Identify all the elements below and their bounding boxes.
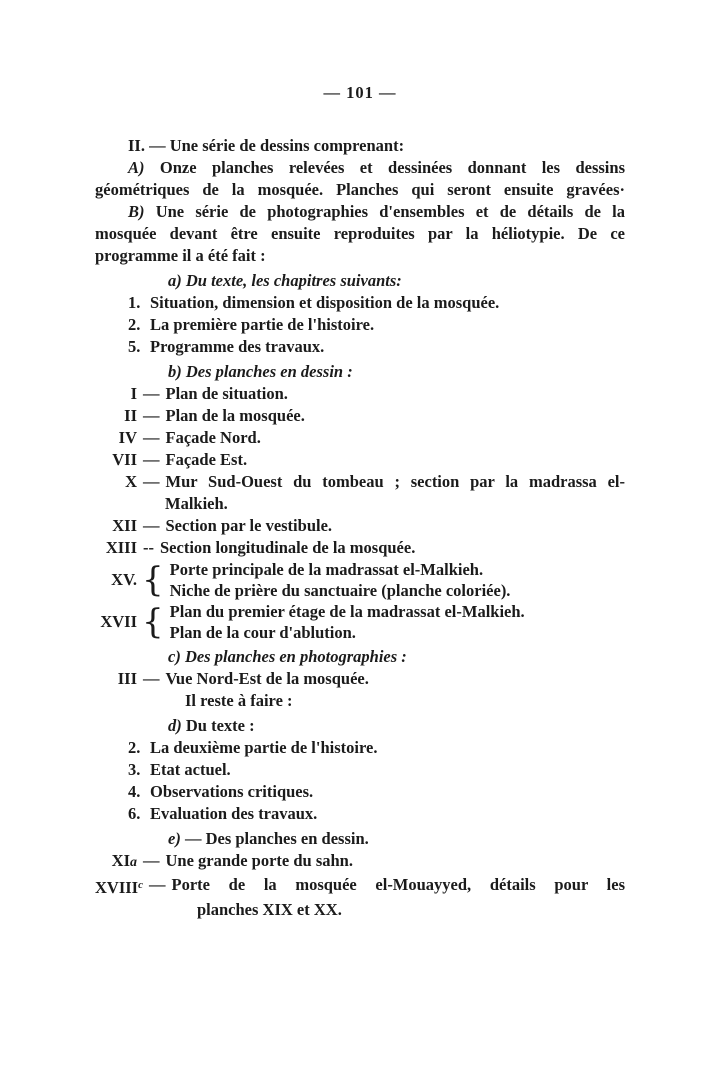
text-segment: I bbox=[130, 384, 137, 403]
plate-description bbox=[166, 427, 626, 449]
list-item bbox=[95, 314, 625, 336]
list-item bbox=[95, 759, 625, 781]
text-segment: Section longitudinale de la mosquée. bbox=[160, 538, 416, 557]
list-item bbox=[95, 803, 625, 825]
text-segment: VII bbox=[112, 450, 137, 469]
paragraph-line bbox=[95, 179, 625, 201]
list-number: 3. bbox=[128, 760, 141, 779]
plate-numeral bbox=[95, 668, 137, 690]
text-segment: III bbox=[117, 669, 137, 688]
plate-description: Niche de prière du sanctuaire (planche coloriée). bbox=[169, 581, 511, 600]
text-segment: XII bbox=[112, 516, 137, 535]
plate-numeral bbox=[95, 383, 137, 405]
text-segment: Mur Sud-Ouest du tombeau ; section par la madrassa el- bbox=[165, 472, 625, 491]
dash: — bbox=[143, 669, 160, 688]
plate-description bbox=[166, 383, 626, 405]
paragraph-line bbox=[95, 223, 625, 245]
text-segment: Etat actuel. bbox=[150, 760, 231, 779]
text-segment: programme il a été fait : bbox=[95, 246, 266, 265]
list-number: 5. bbox=[128, 337, 141, 356]
text-segment: e) bbox=[168, 829, 181, 848]
plate-item bbox=[95, 427, 625, 449]
text-segment: — 101 — bbox=[323, 83, 397, 102]
plate-description bbox=[166, 668, 626, 690]
text-segment: a bbox=[130, 855, 137, 870]
dash: -- bbox=[143, 538, 154, 557]
text-segment: Section par le vestibule. bbox=[165, 516, 333, 535]
text-segment: La deuxième partie de l'histoire. bbox=[150, 738, 378, 757]
plate-description bbox=[166, 449, 626, 471]
list-item bbox=[95, 737, 625, 759]
text-segment: c bbox=[138, 879, 143, 891]
text-segment: X bbox=[125, 472, 137, 491]
text-segment: d) bbox=[168, 716, 182, 735]
text-segment: Du texte : bbox=[181, 716, 255, 735]
text-segment: géométriques de la mosquée. Planches qui seront ensuite gravées· bbox=[95, 180, 625, 199]
left-brace-icon: { bbox=[142, 602, 164, 642]
text-segment: c) Des planches en photographies : bbox=[168, 647, 407, 666]
plate-numeral: XV. bbox=[111, 570, 137, 589]
list-number: 1. bbox=[128, 293, 141, 312]
dash: — bbox=[143, 406, 160, 425]
left-brace-icon: { bbox=[142, 560, 164, 600]
plate-description bbox=[166, 471, 626, 493]
plate-numeral bbox=[95, 427, 137, 449]
plate-numeral: XVII bbox=[100, 612, 137, 631]
plate-item-group bbox=[95, 559, 625, 601]
list-number: 6. bbox=[128, 804, 141, 823]
plate-item bbox=[95, 383, 625, 405]
plate-numeral bbox=[95, 537, 137, 559]
text-segment: b) Des planches en dessin : bbox=[168, 362, 353, 381]
text-segment: II bbox=[124, 406, 137, 425]
plate-item bbox=[95, 405, 625, 427]
continuation-line bbox=[95, 899, 625, 921]
dash: — bbox=[143, 428, 160, 447]
text-segment: XI bbox=[111, 851, 130, 870]
text-segment: Une série de photographies d'ensembles et de détails de la bbox=[144, 202, 625, 221]
dash: — bbox=[143, 450, 160, 469]
text-segment: Vue Nord-Est de la mosquée. bbox=[165, 669, 369, 688]
note-line bbox=[95, 690, 625, 712]
list-number: 2. bbox=[128, 315, 141, 334]
list-number: 4. bbox=[128, 782, 141, 801]
text-segment: II. — Une série de dessins comprenant: bbox=[128, 136, 405, 155]
plate-description: Plan du premier étage de la madrassat el-Malkieh. bbox=[169, 602, 525, 621]
text-segment: Une grande porte du sahn. bbox=[165, 851, 353, 870]
plate-description: Plan de la cour d'ablution. bbox=[169, 623, 356, 642]
plate-item bbox=[95, 537, 625, 559]
text-segment: Il reste à faire : bbox=[185, 691, 293, 710]
plate-numeral bbox=[95, 471, 137, 493]
text-segment: mosquée devant être ensuite reproduites par la héliotypie. De ce bbox=[95, 224, 625, 243]
dash: — bbox=[143, 384, 160, 403]
list-number: 2. bbox=[128, 738, 141, 757]
plate-description bbox=[166, 515, 626, 537]
plate-numeral bbox=[95, 449, 137, 471]
text-segment: Façade Nord. bbox=[165, 428, 261, 447]
paragraph-line bbox=[95, 245, 625, 267]
paragraph-line bbox=[95, 201, 625, 223]
text-segment: Programme des travaux. bbox=[150, 337, 325, 356]
dash: — bbox=[143, 851, 160, 870]
plate-item bbox=[95, 668, 625, 690]
plate-description: Porte principale de la madrassat el-Malkieh. bbox=[169, 560, 484, 579]
text-segment: Malkieh. bbox=[165, 494, 228, 513]
text-segment: Onze planches relevées et dessinées donnant les dessins bbox=[144, 158, 625, 177]
plate-item bbox=[95, 471, 625, 493]
text-segment: a) Du texte, les chapitres suivants: bbox=[168, 271, 402, 290]
text-segment: La première partie de l'histoire. bbox=[150, 315, 375, 334]
text-segment: Observations critiques. bbox=[150, 782, 314, 801]
text-segment: Evaluation des travaux. bbox=[150, 804, 318, 823]
dash: — bbox=[143, 472, 160, 491]
dash: — bbox=[149, 875, 166, 894]
section-heading-a bbox=[95, 270, 625, 292]
text-segment: Façade Est. bbox=[165, 450, 248, 469]
section-heading-d bbox=[95, 715, 625, 737]
plate-numeral bbox=[95, 874, 143, 899]
section-heading-e bbox=[95, 828, 625, 850]
dash: — bbox=[143, 516, 160, 535]
list-item bbox=[95, 336, 625, 358]
plate-numeral bbox=[95, 850, 137, 874]
page-number bbox=[95, 82, 625, 104]
plate-item-group bbox=[95, 601, 625, 643]
text-segment: Situation, dimension et disposition de la mosquée. bbox=[150, 293, 500, 312]
plate-numeral bbox=[95, 405, 137, 427]
section-heading-c bbox=[95, 646, 625, 668]
plate-item bbox=[95, 449, 625, 471]
text-segment: — Des planches en dessin. bbox=[180, 829, 369, 848]
paragraph-line bbox=[95, 157, 625, 179]
plate-description bbox=[160, 537, 625, 559]
plate-item bbox=[95, 874, 625, 899]
text-segment: XIII bbox=[105, 538, 137, 557]
text-segment: IV bbox=[118, 428, 137, 447]
text-segment: Porte de la mosquée el-Mouayyed, détails pour les bbox=[171, 875, 625, 894]
continuation-line bbox=[95, 493, 625, 515]
text-segment: B) bbox=[128, 202, 145, 221]
plate-description bbox=[166, 850, 626, 874]
list-item bbox=[95, 781, 625, 803]
text-segment: planches XIX et XX. bbox=[197, 900, 342, 919]
plate-item bbox=[95, 515, 625, 537]
text-segment: A) bbox=[128, 158, 145, 177]
plate-numeral bbox=[95, 515, 137, 537]
text-segment: Plan de la mosquée. bbox=[165, 406, 305, 425]
list-item bbox=[95, 292, 625, 314]
section-heading-b bbox=[95, 361, 625, 383]
section-title bbox=[95, 135, 625, 157]
plate-item bbox=[95, 850, 625, 874]
text-segment: XVIII bbox=[95, 878, 139, 897]
plate-description bbox=[166, 405, 626, 427]
text-segment: Plan de situation. bbox=[165, 384, 288, 403]
plate-description bbox=[172, 874, 626, 899]
